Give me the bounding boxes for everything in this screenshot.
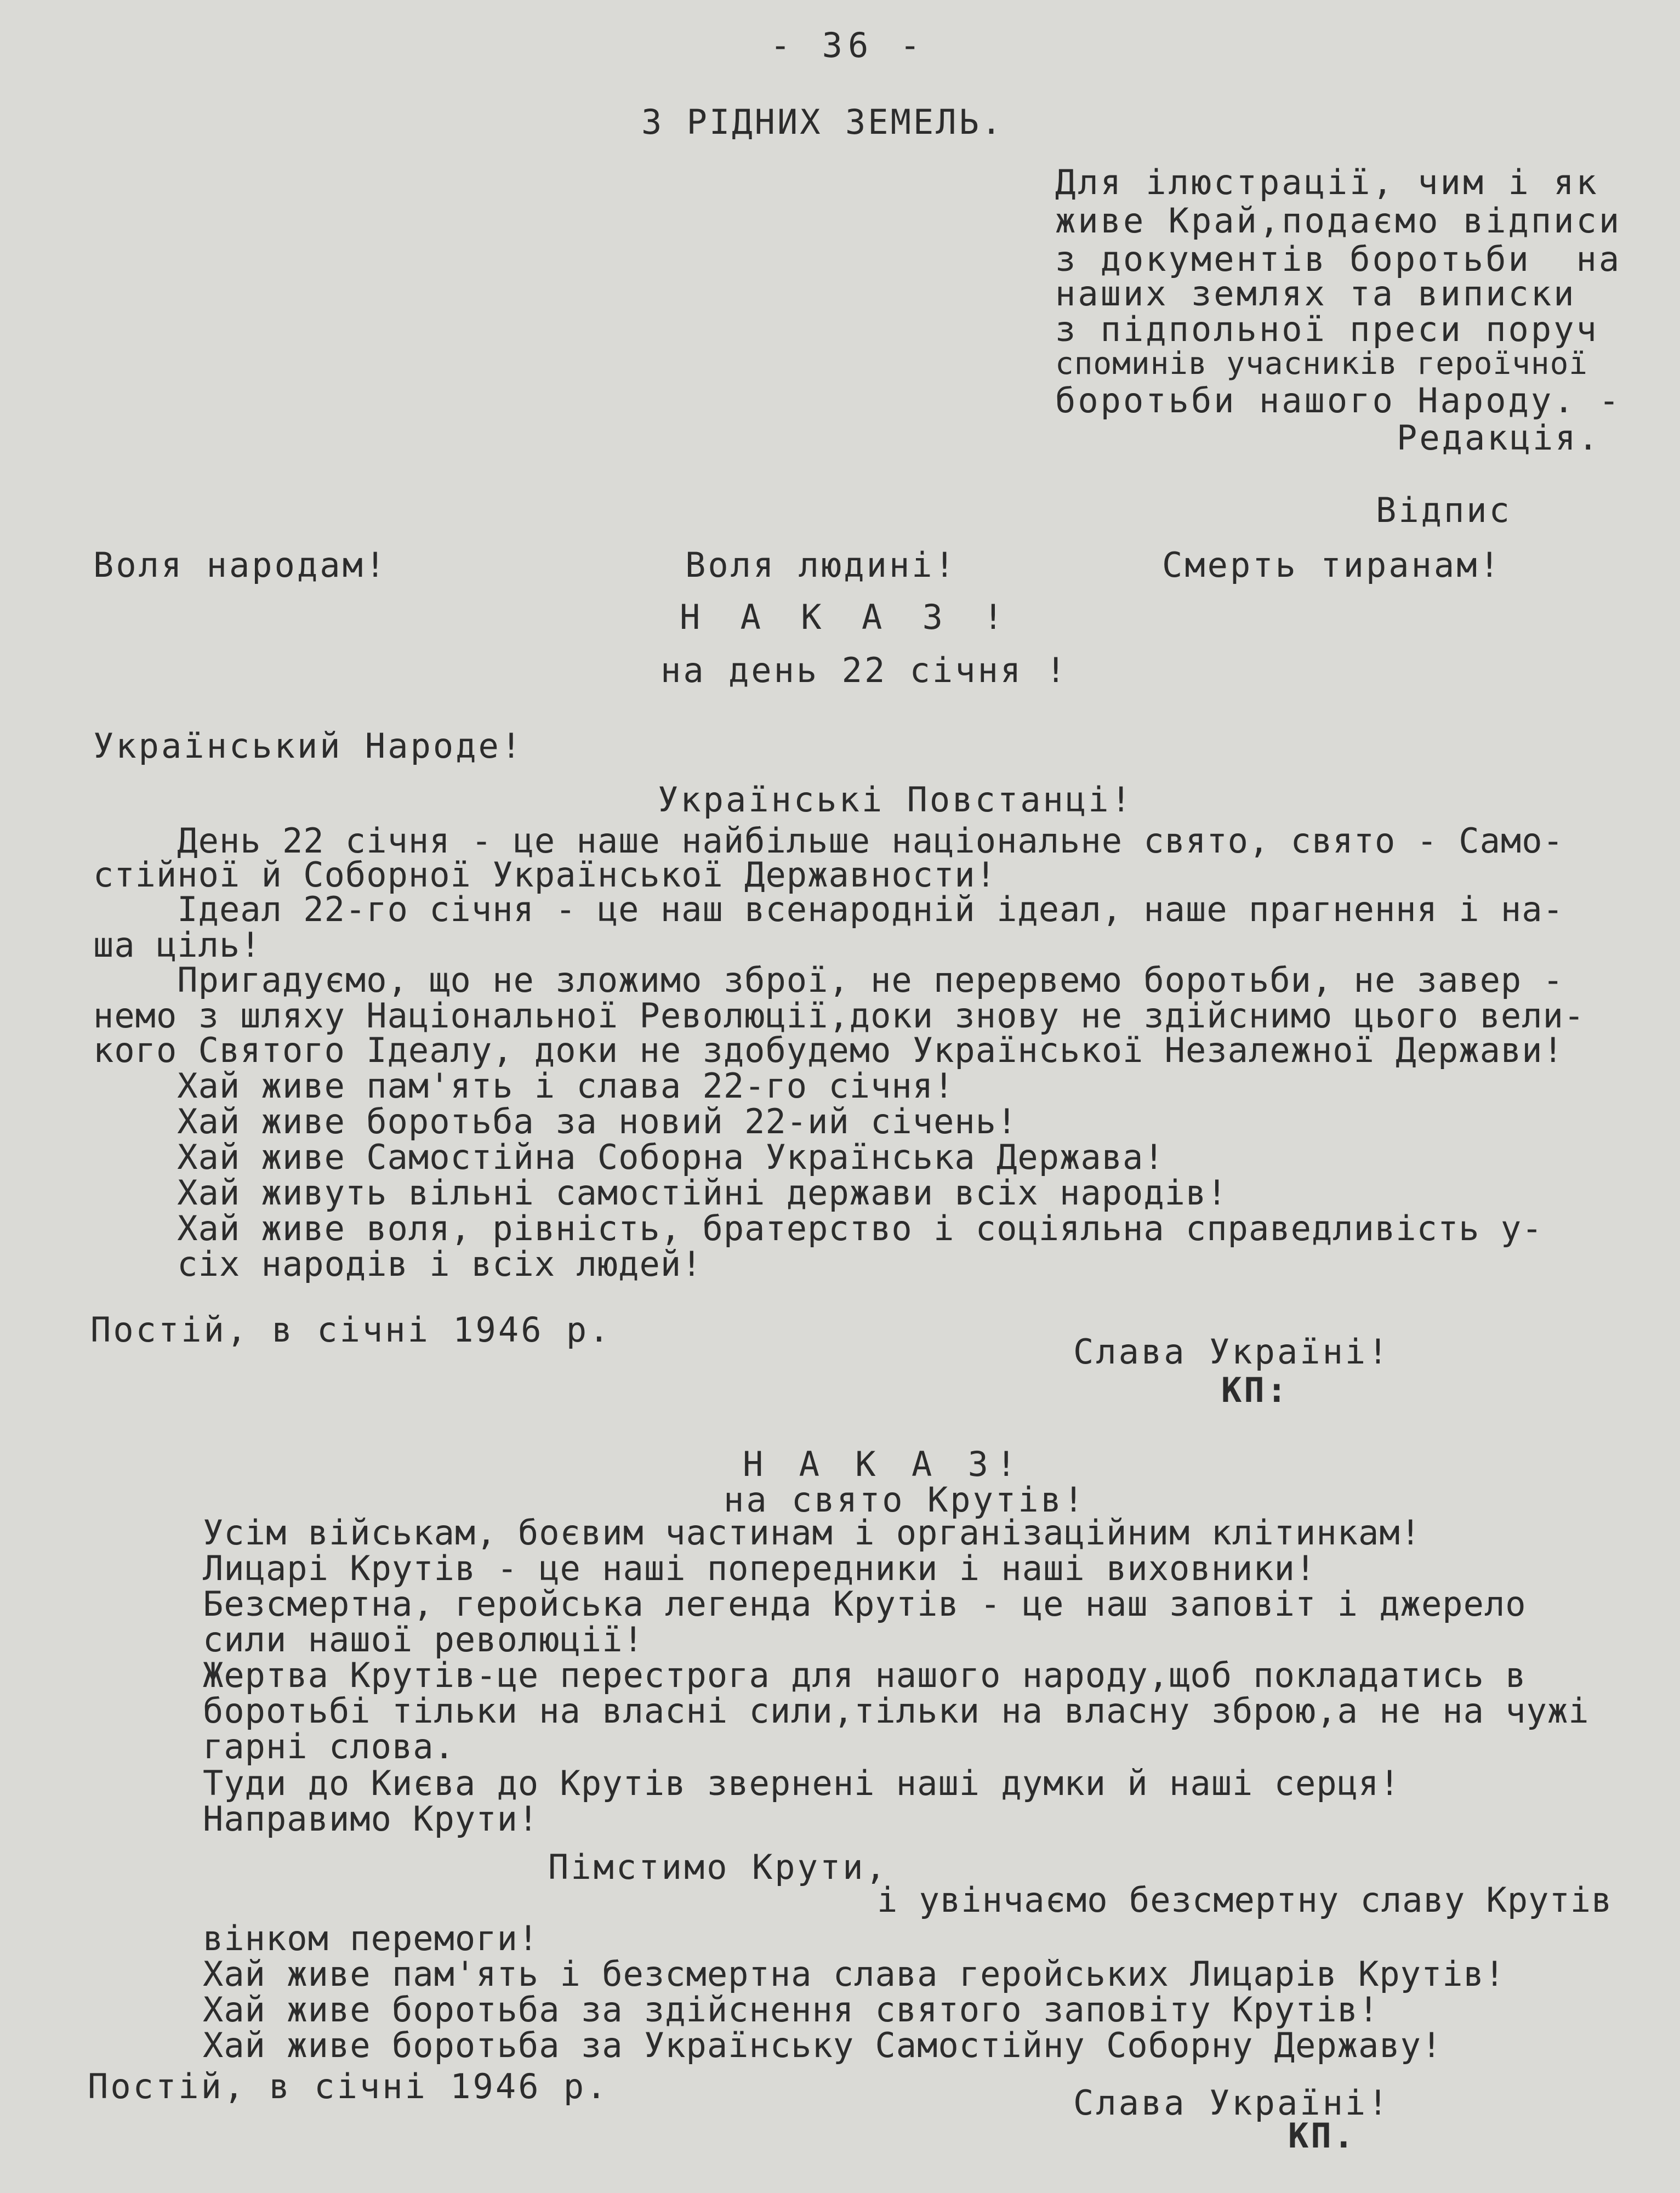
body-line: ша ціль!	[93, 925, 261, 965]
body-line: Хай живе боротьба за здійснення святого заповіту Крутів!	[203, 1990, 1380, 2030]
body-line: кого Святого Ідеалу, доки не здобудемо Української Незалежної Держави!	[93, 1030, 1564, 1070]
order-title: Н А К А З!	[743, 1444, 1024, 1484]
signature: КП.	[1288, 2116, 1356, 2156]
note-line: споминів учасників героїчної	[1055, 346, 1588, 382]
note-line: з документів боротьби на	[1055, 239, 1622, 279]
note-signature: Редакція.	[1397, 418, 1601, 458]
body-line: гарні слова.	[203, 1726, 455, 1766]
note-line: живе Край,подаємо відписи	[1055, 201, 1622, 241]
note-line: боротьби нашого Народу. -	[1055, 380, 1622, 421]
body-line: Хай живе боротьба за новий 22-ий січень!	[93, 1101, 1018, 1141]
slogan: Воля народам!	[93, 545, 388, 585]
note-line: наших землях та виписки	[1055, 274, 1576, 314]
closing: Слава Україні!	[1073, 1332, 1391, 1372]
body-line: боротьбі тільки на власні сили,тільки на власну зброю,а не на чужі	[203, 1691, 1590, 1731]
order-address: Український Народе!	[93, 726, 524, 766]
order-subtitle: на день 22 січня !	[660, 650, 1068, 690]
body-line: Хай живе пам'ять і безсмертна слава геройських Лицарів Крутів!	[203, 1954, 1506, 1994]
body-line: Хай живе Самостійна Соборна Українська Держава!	[93, 1137, 1165, 1177]
body-line: сили нашої революції!	[203, 1620, 644, 1660]
body-line: Ідеал 22-го січня - це наш всенародній ідеал, наше прагнення і на-	[93, 889, 1564, 929]
body-line: День 22 січня - це наше найбільше національне свято, свято - Само-	[93, 821, 1564, 861]
body-line: Лицарі Крутів - це наші попередники і наші виховники!	[203, 1548, 1317, 1588]
center-line: Пімстимо Крути,	[548, 1847, 888, 1887]
signature: КП:	[1221, 1370, 1289, 1410]
body-line: Хай живуть вільні самостійні держави всіх народів!	[93, 1173, 1228, 1213]
place-date: Постій, в січні 1946 р.	[90, 1310, 612, 1350]
body-line: Пригадуємо, що не зложимо зброї, не перервемо боротьби, не завер -	[93, 960, 1564, 1000]
body-line: стійної й Соборної Української Державности!	[93, 855, 997, 895]
body-line: Хай живе пам'ять і слава 22-го січня!	[93, 1066, 955, 1106]
body-line: сіх народів і всіх людей!	[93, 1244, 703, 1284]
body-line: вінком перемоги!	[203, 1918, 539, 1958]
right-line: і увінчаємо безсмертну славу Крутів	[877, 1880, 1613, 1920]
section-title: З РІДНИХ ЗЕМЕЛЬ.	[641, 102, 1004, 142]
body-line: Хай живе боротьба за Українську Самостійну Соборну Державу!	[203, 2025, 1443, 2065]
body-line: Хай живе воля, рівність, братерство і соціяльна справедливість у-	[93, 1208, 1543, 1248]
copy-label: Відпис	[1376, 490, 1512, 530]
order-subtitle: на свято Крутів!	[724, 1480, 1086, 1520]
body-line: Туди до Києва до Крутів звернені наші думки й наші серця!	[203, 1763, 1400, 1803]
body-line: Усім військам, боєвим частинам і організаційним клітинкам!	[203, 1513, 1421, 1553]
body-line: Направимо Крути!	[203, 1799, 539, 1839]
slogan: Смерть тиранам!	[1162, 545, 1502, 585]
place-date: Постій, в січні 1946 р.	[88, 2066, 609, 2106]
note-line: з підпольної преси поруч	[1055, 309, 1599, 349]
closing: Слава Україні!	[1073, 2083, 1391, 2123]
note-line: Для ілюстрації, чим і як	[1055, 162, 1599, 202]
body-line: Безсмертна, геройська легенда Крутів - це наш заповіт і джерело	[203, 1584, 1527, 1624]
page-number: - 36 -	[770, 25, 926, 65]
body-line: немо з шляху Національної Революції,доки знову не здійснимо цього вели-	[93, 996, 1585, 1036]
order-title: Н А К А З !	[680, 597, 1013, 637]
body-line: Жертва Крутів-це перестрога для нашого народу,щоб покладатись в	[203, 1655, 1527, 1695]
order-address: Українські Повстанці!	[658, 780, 1134, 820]
slogan: Воля людині!	[685, 545, 957, 585]
